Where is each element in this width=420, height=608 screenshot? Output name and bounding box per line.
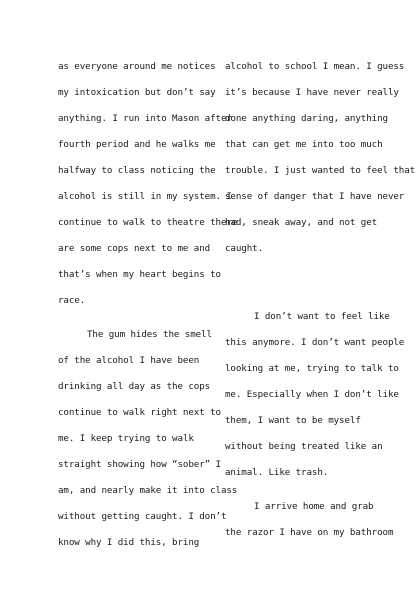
text-line: the razor I have on my bathroom <box>225 527 394 538</box>
text-line: this anymore. I don’t want people <box>225 337 405 348</box>
text-line: sense of danger that I have never <box>225 191 405 202</box>
text-line: The gum hides the smell <box>87 329 212 340</box>
text-line: my intoxication but don’t say <box>58 87 216 98</box>
text-line: of the alcohol I have been <box>58 355 200 366</box>
text-line: animal. Like trash. <box>225 467 329 478</box>
text-line: halfway to class noticing the <box>58 165 216 176</box>
text-line: continue to walk to theatre there <box>58 217 238 228</box>
text-line: without being treated like an <box>225 441 383 452</box>
text-line: straight showing how “sober” I <box>58 459 221 470</box>
text-line: that can get me into too much <box>225 139 383 150</box>
text-line: trouble. I just wanted to feel that <box>225 165 416 176</box>
text-line: me. I keep trying to walk <box>58 433 194 444</box>
text-line: looking at me, trying to talk to <box>225 363 399 374</box>
text-line: it’s because I have never really <box>225 87 399 98</box>
text-line: know why I did this, bring <box>58 537 200 548</box>
text-line: anything. I run into Mason after <box>58 113 232 124</box>
text-line: had, sneak away, and not get <box>225 217 378 228</box>
text-line: done anything daring, anything <box>225 113 388 124</box>
text-line: are some cops next to me and <box>58 243 211 254</box>
text-line: alcohol is still in my system. I <box>58 191 232 202</box>
text-line: them, I want to be myself <box>225 415 361 426</box>
text-line: caught. <box>225 243 264 254</box>
text-line: that’s when my heart begins to <box>58 269 221 280</box>
text-line: me. Especially when I don’t like <box>225 389 399 400</box>
text-line: without getting caught. I don’t <box>58 511 227 522</box>
text-line: continue to walk right next to <box>58 407 221 418</box>
text-line: drinking all day as the cops <box>58 381 211 392</box>
text-line: I arrive home and grab <box>254 501 374 512</box>
text-line: fourth period and he walks me <box>58 139 216 150</box>
text-line: as everyone around me notices <box>58 61 216 72</box>
text-line: I don’t want to feel like <box>254 311 390 322</box>
text-line: am, and nearly make it into class <box>58 485 238 496</box>
text-line: race. <box>58 295 86 306</box>
text-line: alcohol to school I mean. I guess <box>225 61 405 72</box>
